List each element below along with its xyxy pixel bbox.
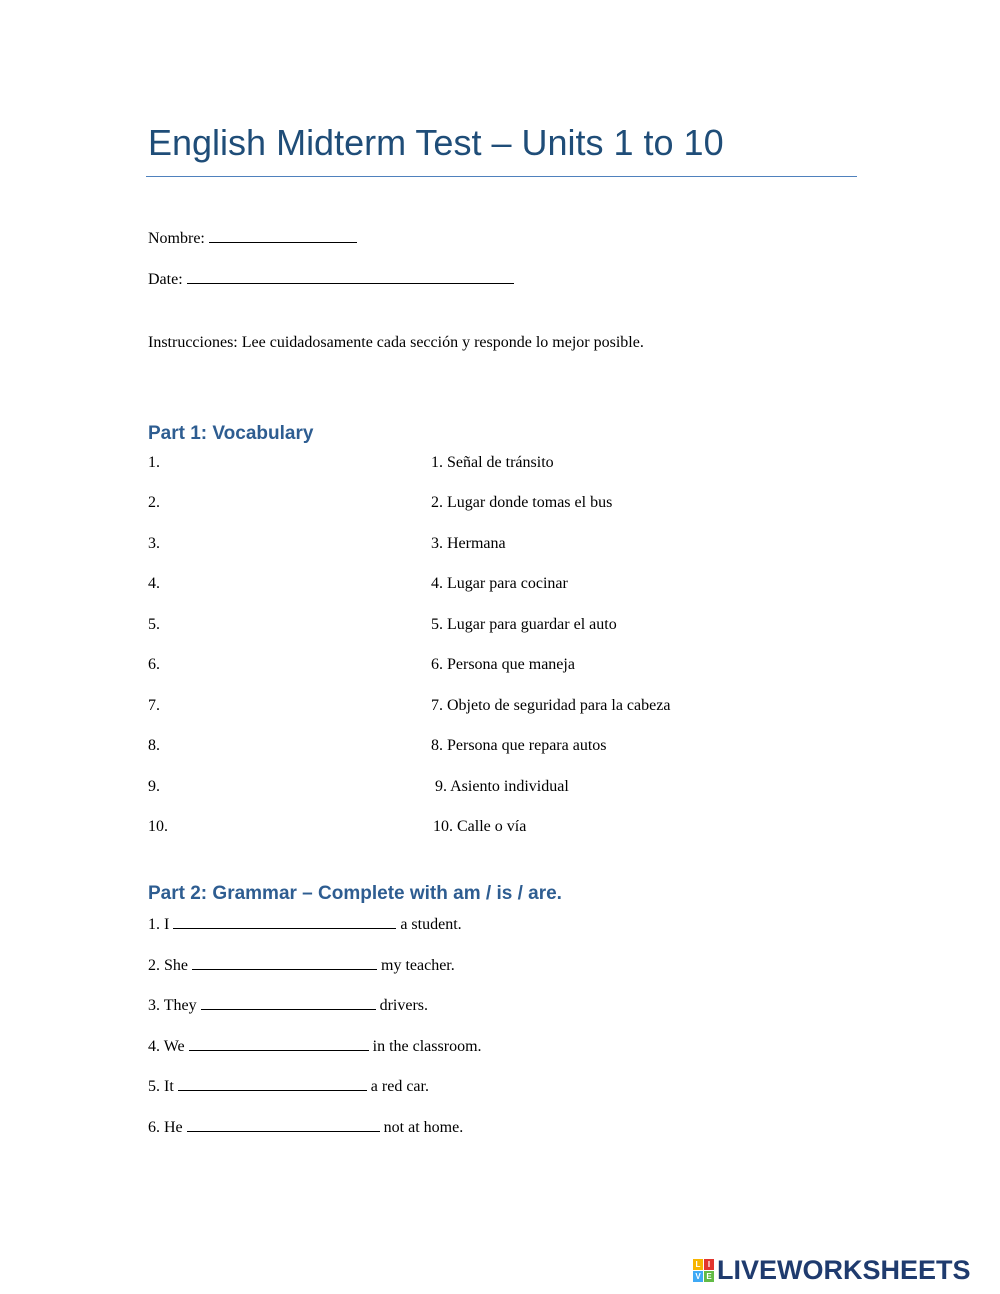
grammar-subject: 4. We — [148, 1038, 185, 1055]
date-field — [148, 269, 514, 289]
grammar-answer-blank[interactable] — [189, 1036, 369, 1051]
vocab-number: 8. — [148, 737, 160, 754]
grammar-answer-blank[interactable] — [192, 955, 377, 970]
grammar-item — [148, 995, 428, 1015]
vocab-definition: 9. Asiento individual — [435, 778, 569, 795]
grammar-item — [148, 1117, 463, 1137]
date-input-blank[interactable] — [187, 269, 514, 284]
vocab-definition: 8. Persona que repara autos — [431, 737, 607, 754]
vocab-definition: 7. Objeto de seguridad para la cabeza — [431, 697, 671, 714]
vocab-definition: 10. Calle o vía — [433, 818, 527, 835]
vocab-definition: 1. Señal de tránsito — [431, 454, 554, 471]
grammar-item — [148, 1036, 482, 1056]
logo-mark-cell: I — [704, 1259, 714, 1270]
date-label: Date: — [148, 271, 183, 288]
grammar-subject: 6. He — [148, 1119, 183, 1136]
part2-heading: Part 2: Grammar – Complete with am / is / are. — [148, 883, 562, 904]
vocab-definition: 5. Lugar para guardar el auto — [431, 616, 617, 633]
vocab-number: 9. — [148, 778, 160, 795]
liveworksheets-logo-icon — [693, 1259, 714, 1282]
grammar-predicate: my teacher. — [381, 957, 455, 974]
grammar-predicate: in the classroom. — [372, 1038, 482, 1055]
vocab-number: 1. — [148, 454, 160, 471]
vocab-number: 6. — [148, 656, 160, 673]
grammar-item — [148, 914, 462, 934]
grammar-subject: 2. She — [148, 957, 188, 974]
vocab-number: 7. — [148, 697, 160, 714]
page-title: English Midterm Test – Units 1 to 10 — [148, 122, 724, 163]
grammar-subject: 5. It — [148, 1078, 174, 1095]
part1-heading: Part 1: Vocabulary — [148, 423, 314, 444]
name-field — [148, 228, 357, 248]
vocab-number: 5. — [148, 616, 160, 633]
instructions: Instrucciones: Lee cuidadosamente cada sección y responde lo mejor posible. — [148, 334, 644, 351]
grammar-predicate: a red car. — [370, 1078, 429, 1095]
logo-mark-cell: E — [704, 1271, 714, 1282]
vocab-definition: 2. Lugar donde tomas el bus — [431, 494, 613, 511]
logo-mark-cell: L — [693, 1259, 703, 1270]
grammar-predicate: drivers. — [379, 997, 429, 1014]
name-input-blank[interactable] — [209, 228, 357, 243]
logo-mark-cell: V — [693, 1271, 703, 1282]
vocab-number: 3. — [148, 535, 160, 552]
vocab-definition: 4. Lugar para cocinar — [431, 575, 568, 592]
name-label: Nombre: — [148, 230, 205, 247]
vocab-definition: 3. Hermana — [431, 535, 506, 552]
vocab-number: 4. — [148, 575, 160, 592]
grammar-item — [148, 1076, 429, 1096]
grammar-subject: 1. I — [148, 916, 170, 933]
title-underline — [146, 176, 857, 177]
grammar-answer-blank[interactable] — [187, 1117, 380, 1132]
vocab-number: 10. — [148, 818, 168, 835]
grammar-answer-blank[interactable] — [201, 995, 376, 1010]
liveworksheets-logo-text: LIVEWORKSHEETS — [717, 1254, 971, 1285]
grammar-predicate: a student. — [400, 916, 462, 933]
vocab-definition: 6. Persona que maneja — [431, 656, 575, 673]
grammar-answer-blank[interactable] — [178, 1076, 367, 1091]
grammar-predicate: not at home. — [383, 1119, 464, 1136]
grammar-answer-blank[interactable] — [173, 914, 396, 929]
grammar-subject: 3. They — [148, 997, 197, 1014]
grammar-item — [148, 955, 455, 975]
vocab-number: 2. — [148, 494, 160, 511]
liveworksheets-logo[interactable] — [693, 1256, 971, 1284]
